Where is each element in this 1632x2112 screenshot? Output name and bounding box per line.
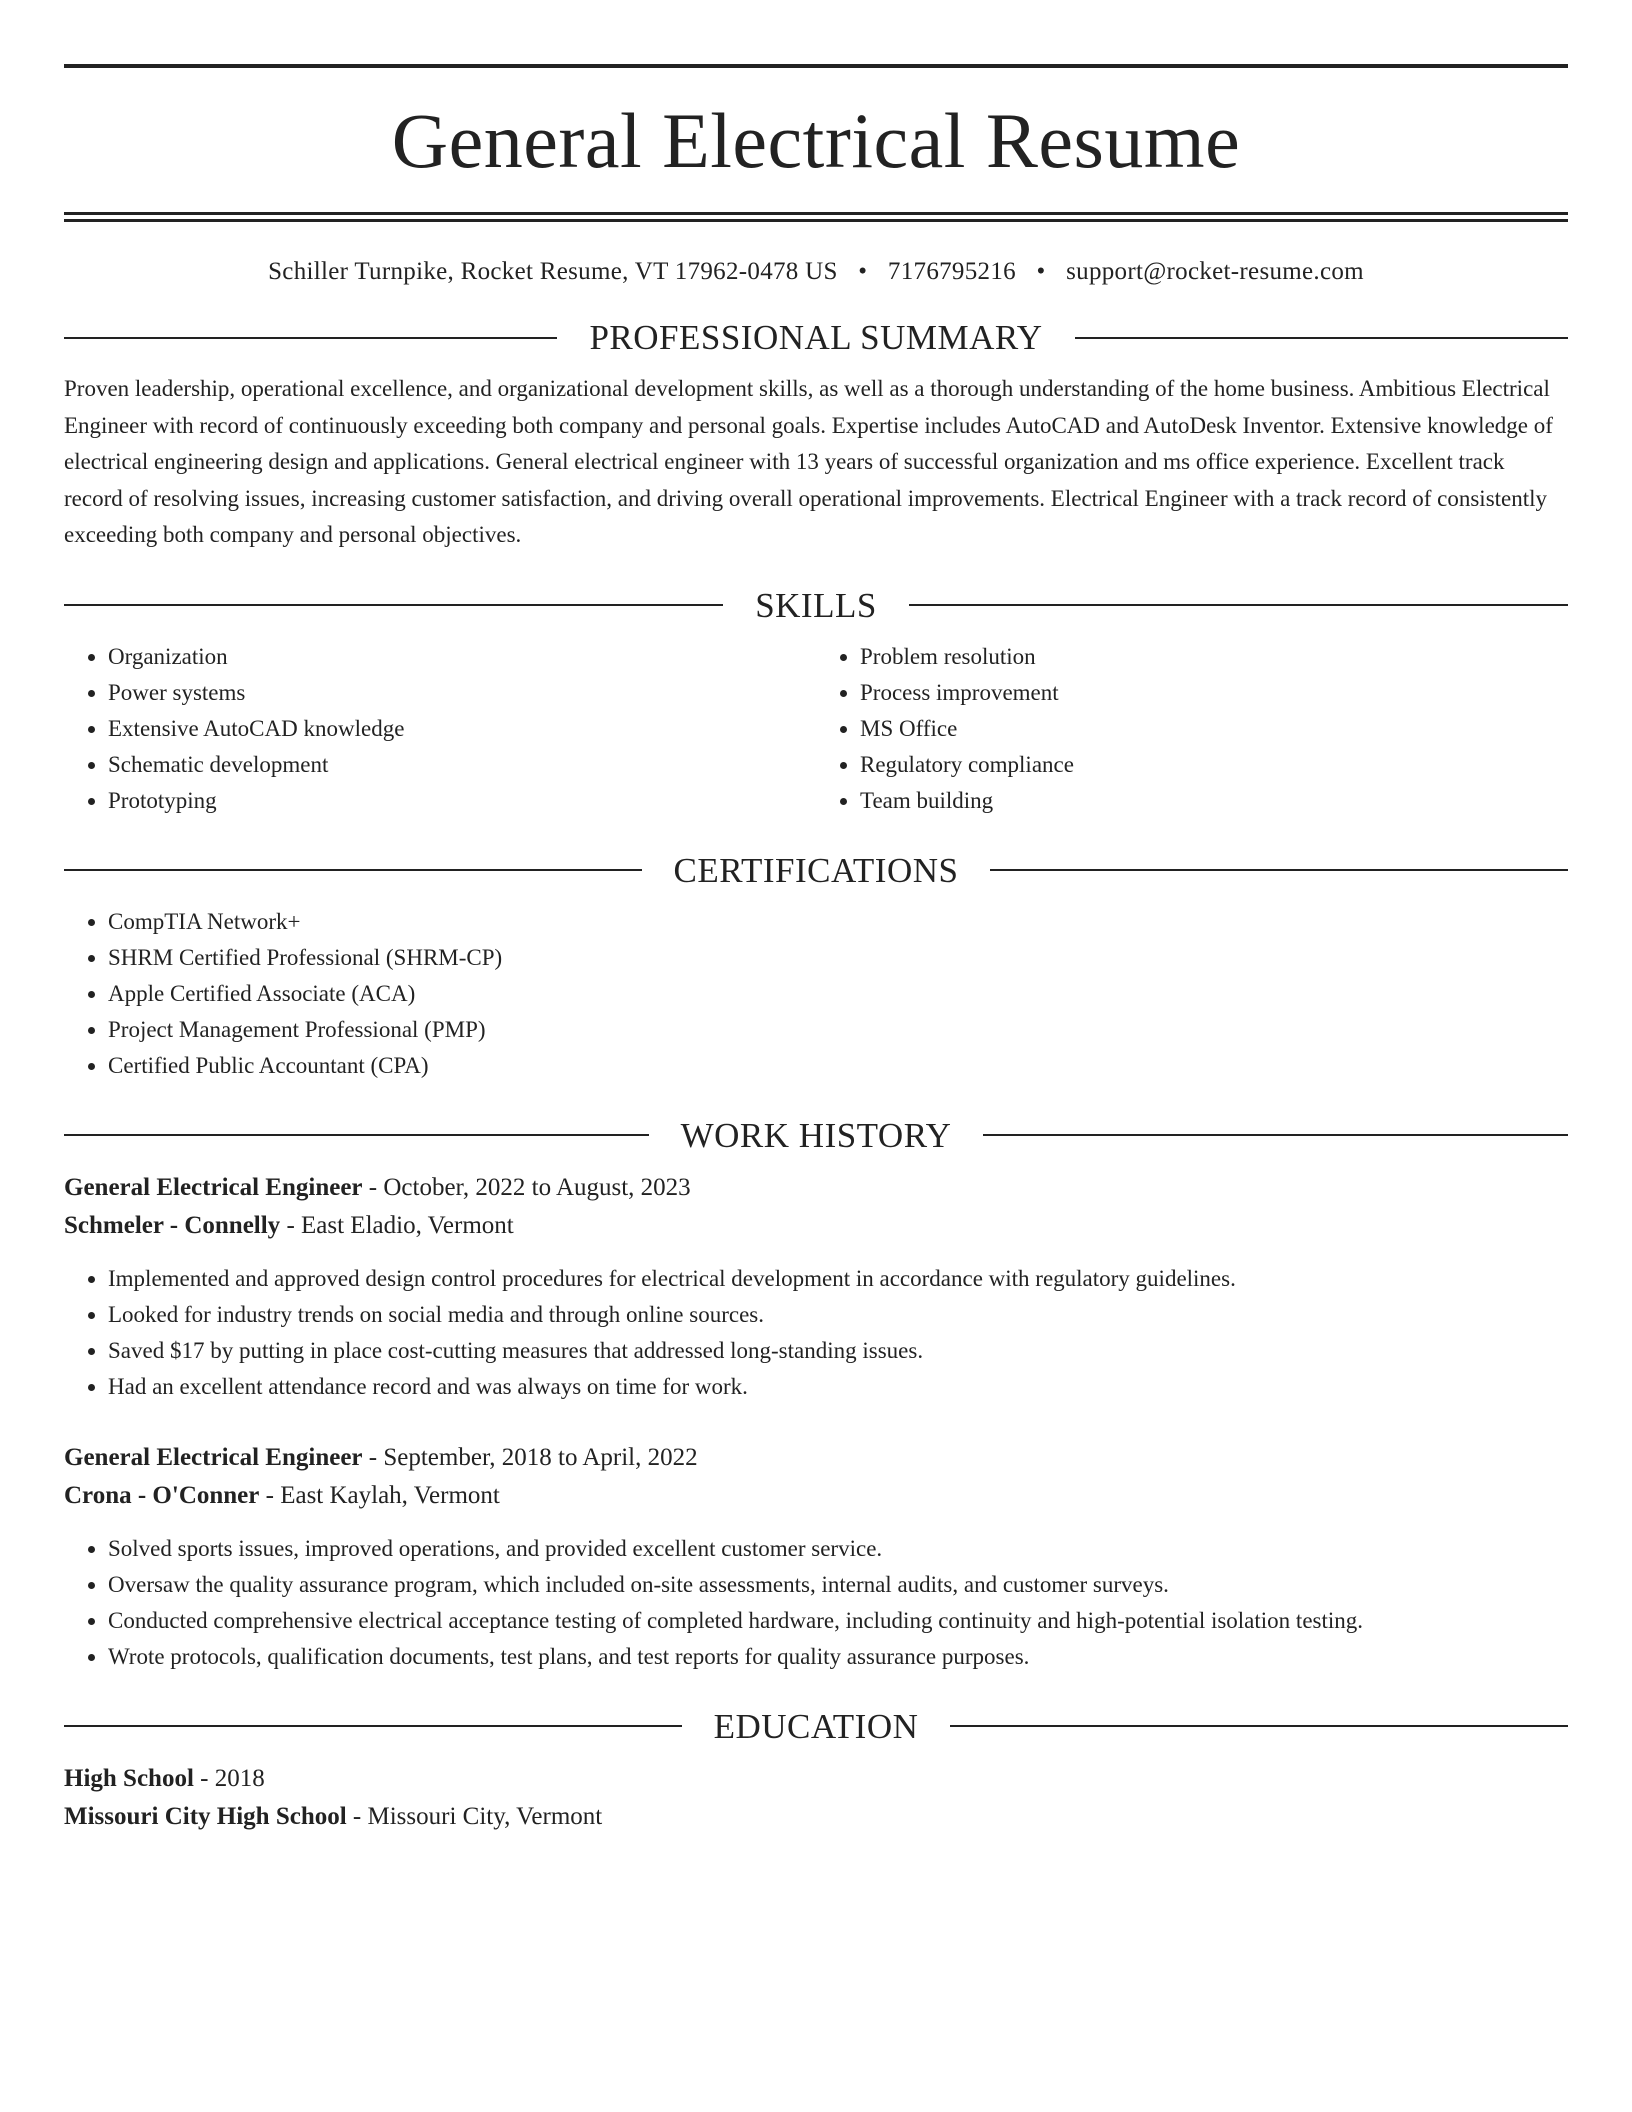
section-rule-left	[64, 869, 642, 871]
work-heading: WORK HISTORY	[680, 1115, 952, 1155]
summary-text: Proven leadership, operational excellence, and organizational development skills, as well as a thorough understanding of the home business. Ambitious Electrical Engineer with record of continuously exceeding both company and personal goals. Expertise includes AutoCAD and AutoDesk Inventor. Extensive knowledge of electrical engineering design and applications. General electrical engineer with 13 years of successful organization and ms office experience. Excellent track record of resolving issues, increasing customer satisfaction, and driving overall operational improvements. Electrical Engineer with a track record of consistently exceeding both company and personal objectives.	[64, 376, 1553, 547]
certifications-list	[64, 904, 1568, 1084]
job-entry	[64, 1439, 1568, 1675]
work-section-header	[64, 1115, 1568, 1155]
job-bullet: • Oversaw the quality assurance program, which included on-site assessments, internal audits, and customer surveys.	[108, 1567, 1568, 1603]
job-bullet: • Saved $17 by putting in place cost-cutting measures that addressed long-standing issues.	[108, 1333, 1568, 1369]
education-year: - 2018	[193, 1764, 265, 1792]
certification-item: • SHRM Certified Professional (SHRM-CP)	[108, 940, 1568, 976]
title-double-rule	[64, 212, 1568, 222]
job-bullet: • Conducted comprehensive electrical acceptance testing of completed hardware, including continuity and high-potential isolation testing.	[108, 1603, 1568, 1639]
contact-separator: •	[1036, 258, 1046, 285]
section-rule-left	[64, 1725, 682, 1727]
section-rule-right	[1075, 337, 1568, 339]
job-title-line	[64, 1169, 1568, 1207]
certification-item: • Apple Certified Associate (ACA)	[108, 976, 1568, 1012]
education-section-header	[64, 1706, 1568, 1746]
contact-separator: •	[858, 258, 868, 285]
job-bullet: • Had an excellent attendance record and was always on time for work.	[108, 1369, 1568, 1405]
top-rule	[64, 64, 1568, 68]
section-rule-right	[909, 604, 1568, 606]
job-company-line	[64, 1477, 1568, 1515]
certification-item: • Project Management Professional (PMP)	[108, 1012, 1568, 1048]
job-location: - East Kaylah, Vermont	[259, 1481, 500, 1509]
contact-address: Schiller Turnpike, Rocket Resume, VT 17962-0478 US	[268, 258, 838, 285]
section-rule-left	[64, 604, 723, 606]
certification-item: • CompTIA Network+	[108, 904, 1568, 940]
certifications-section-header	[64, 850, 1568, 890]
resume-title: General Electrical Resume	[391, 97, 1241, 184]
section-rule-left	[64, 337, 557, 339]
education-school-line	[64, 1798, 1568, 1836]
summary-heading: PROFESSIONAL SUMMARY	[589, 318, 1043, 357]
job-company: Crona - O'Conner	[64, 1481, 260, 1509]
job-company-line	[64, 1207, 1568, 1245]
skill-item: • Organization	[108, 639, 816, 675]
skill-item: • Prototyping	[108, 783, 816, 819]
job-entry	[64, 1169, 1568, 1405]
job-dates: - October, 2022 to August, 2023	[362, 1173, 691, 1201]
certifications-heading: CERTIFICATIONS	[673, 850, 959, 890]
skill-item: • Regulatory compliance	[860, 747, 1568, 783]
skills-section-header	[64, 585, 1568, 625]
education-location: - Missouri City, Vermont	[346, 1802, 603, 1830]
skills-list-right	[816, 639, 1568, 819]
job-bullet: • Looked for industry trends on social media and through online sources.	[108, 1297, 1568, 1333]
job-company: Schmeler - Connelly	[64, 1211, 281, 1239]
education-degree-line	[64, 1760, 1568, 1798]
skill-item: • Problem resolution	[860, 639, 1568, 675]
contact-line	[64, 258, 1568, 286]
contact-email: support@rocket-resume.com	[1066, 258, 1364, 285]
skill-item: • Schematic development	[108, 747, 816, 783]
skill-item: • MS Office	[860, 711, 1568, 747]
skill-item: • Team building	[860, 783, 1568, 819]
section-rule-right	[983, 1134, 1568, 1136]
skill-item: • Process improvement	[860, 675, 1568, 711]
job-title: General Electrical Engineer	[64, 1443, 363, 1471]
skill-item: • Power systems	[108, 675, 816, 711]
job-dates: - September, 2018 to April, 2022	[362, 1443, 698, 1471]
section-rule-left	[64, 1134, 649, 1136]
education-degree: High School	[64, 1764, 194, 1792]
job-location: - East Eladio, Vermont	[280, 1211, 514, 1239]
education-heading: EDUCATION	[713, 1706, 919, 1746]
skills-heading: SKILLS	[755, 585, 877, 625]
job-title-line	[64, 1439, 1568, 1477]
section-rule-right	[990, 869, 1568, 871]
skill-item: • Extensive AutoCAD knowledge	[108, 711, 816, 747]
skills-list-left	[64, 639, 816, 819]
job-bullets	[64, 1261, 1568, 1405]
job-bullet: • Solved sports issues, improved operations, and provided excellent customer service.	[108, 1531, 1568, 1567]
certification-item: • Certified Public Accountant (CPA)	[108, 1048, 1568, 1084]
job-title: General Electrical Engineer	[64, 1173, 363, 1201]
education-school: Missouri City High School	[64, 1802, 347, 1830]
job-bullet: • Implemented and approved design control procedures for electrical development in accordance with regulatory guidelines.	[108, 1261, 1568, 1297]
section-rule-right	[950, 1725, 1568, 1727]
contact-phone: 7176795216	[887, 258, 1016, 285]
summary-section-header	[64, 320, 1568, 355]
job-bullet: • Wrote protocols, qualification documents, test plans, and test reports for quality assurance purposes.	[108, 1639, 1568, 1675]
skills-columns	[64, 639, 1568, 819]
job-bullets	[64, 1531, 1568, 1675]
